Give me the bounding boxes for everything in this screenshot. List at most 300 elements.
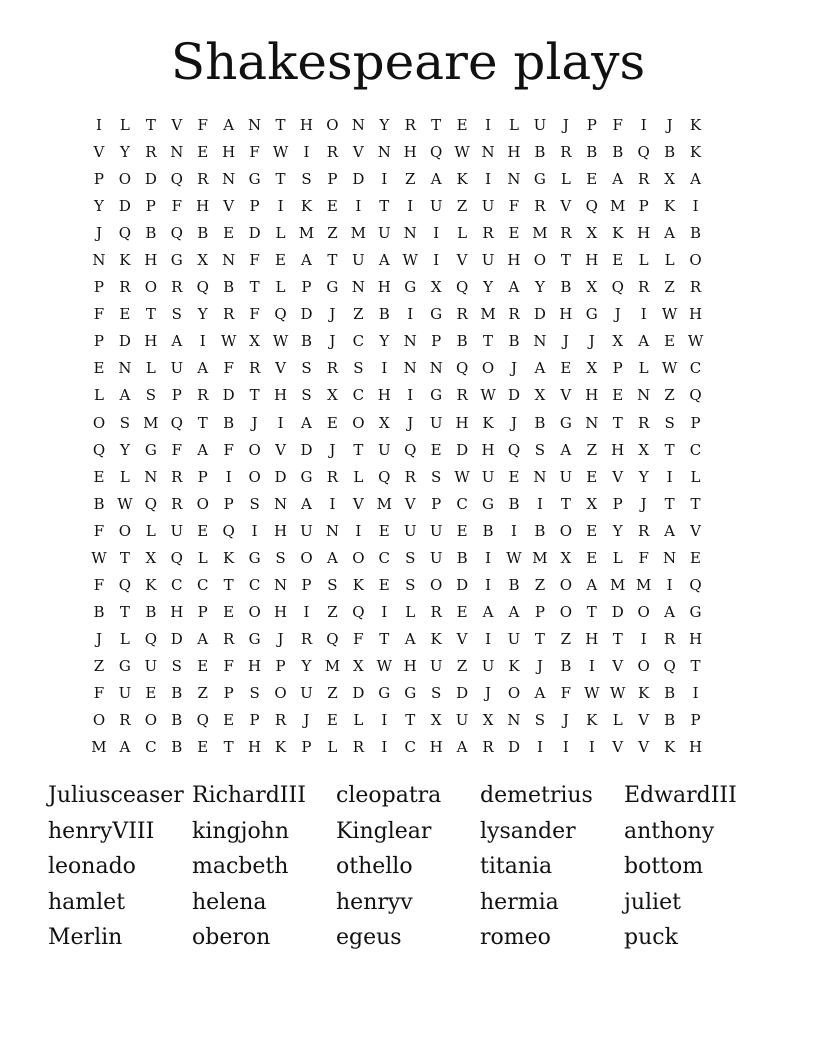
grid-letter: Y xyxy=(638,467,649,486)
grid-letter: U xyxy=(481,656,495,675)
grid-letter: I xyxy=(381,738,388,757)
grid-letter: G xyxy=(118,656,131,675)
grid-letter: F xyxy=(249,143,260,162)
grid-letter: M xyxy=(610,197,626,216)
grid-letter: R xyxy=(638,521,650,540)
grid-letter: Y xyxy=(301,656,312,675)
grid-letter: L xyxy=(197,548,208,567)
grid-letter: C xyxy=(689,440,702,459)
grid-letter: J xyxy=(510,413,517,432)
grid-letter: K xyxy=(586,711,598,730)
grid-letter: N xyxy=(533,332,547,351)
grid-letter: H xyxy=(585,386,599,405)
grid-letter: H xyxy=(507,143,521,162)
grid-letter: U xyxy=(403,521,417,540)
grid-letter: B xyxy=(560,278,572,297)
grid-letter: A xyxy=(638,332,650,351)
grid-row xyxy=(86,707,736,734)
grid-letter: S xyxy=(431,684,442,702)
grid-letter: G xyxy=(533,170,546,189)
grid-letter: S xyxy=(353,359,364,378)
grid-letter: X xyxy=(586,359,598,378)
grid-letter: A xyxy=(482,602,494,621)
grid-letter: S xyxy=(301,359,312,378)
grid-letter: H xyxy=(144,251,158,270)
grid-letter: T xyxy=(379,197,390,216)
grid-letter: T xyxy=(223,738,234,757)
word-list-item: cleopatra xyxy=(336,783,442,808)
grid-letter: Z xyxy=(456,656,468,675)
grid-letter: K xyxy=(456,170,468,189)
grid-letter: Z xyxy=(560,629,572,648)
grid-letter: J xyxy=(562,116,569,135)
word-list-item: demetrius xyxy=(480,783,593,808)
grid-letter: F xyxy=(197,116,208,135)
grid-letter: P xyxy=(534,602,545,621)
grid-letter: Q xyxy=(663,656,676,675)
grid-letter: J xyxy=(640,494,647,513)
grid-letter: I xyxy=(303,602,310,621)
grid-letter: R xyxy=(404,467,416,486)
grid-letter: X xyxy=(560,548,572,567)
grid-letter: X xyxy=(327,386,338,405)
grid-letter: H xyxy=(299,116,314,135)
grid-letter: A xyxy=(430,170,442,189)
grid-letter: S xyxy=(249,684,260,702)
grid-letter: R xyxy=(145,143,157,162)
grid-letter: P xyxy=(431,494,442,513)
grid-letter: Q xyxy=(144,494,157,513)
grid-letter: S xyxy=(534,440,546,459)
grid-letter: Q xyxy=(352,602,365,621)
grid-letter: C xyxy=(352,386,365,405)
grid-letter: B xyxy=(560,656,572,675)
grid-letter: K xyxy=(612,224,624,243)
grid-letter: O xyxy=(118,521,132,540)
word-list-item: Merlin xyxy=(48,925,123,950)
word-list-item: hamlet xyxy=(48,889,126,915)
grid-letter: I xyxy=(355,197,362,216)
grid-letter: A xyxy=(586,575,598,594)
grid-letter: F xyxy=(560,684,572,702)
grid-letter: I xyxy=(666,575,673,594)
grid-letter: W xyxy=(506,548,522,567)
grid-letter: R xyxy=(663,629,676,648)
grid-letter: L xyxy=(638,359,649,378)
grid-letter: B xyxy=(93,494,105,513)
grid-letter: B xyxy=(456,548,468,567)
grid-letter: I xyxy=(485,548,491,567)
grid-letter: F xyxy=(93,684,105,702)
grid-letter: C xyxy=(689,359,702,378)
grid-letter: H xyxy=(170,602,184,621)
grid-letter: Q xyxy=(170,413,183,432)
grid-letter: F xyxy=(223,440,234,459)
grid-letter: K xyxy=(689,116,702,135)
grid-letter: A xyxy=(119,386,131,405)
grid-letter: H xyxy=(273,602,288,621)
grid-letter: T xyxy=(249,278,260,297)
grid-letter: E xyxy=(197,521,209,540)
grid-letter: B xyxy=(664,143,676,162)
grid-letter: C xyxy=(196,575,209,594)
grid-row xyxy=(86,112,736,139)
grid-letter: M xyxy=(635,575,652,594)
grid-letter: Q xyxy=(222,521,235,540)
grid-letter: L xyxy=(119,116,130,135)
grid-letter: U xyxy=(429,413,443,432)
grid-letter: E xyxy=(378,521,390,540)
grid-letter: A xyxy=(560,440,572,459)
grid-letter: E xyxy=(326,413,338,432)
grid-letter: Z xyxy=(327,602,338,621)
word-list-item: RichardIII xyxy=(192,783,306,808)
grid-letter: I xyxy=(485,116,491,135)
grid-letter: E xyxy=(326,711,338,730)
grid-letter: S xyxy=(249,494,260,513)
grid-letter: R xyxy=(456,386,468,405)
grid-letter: U xyxy=(300,521,313,540)
grid-letter: L xyxy=(457,224,468,243)
grid-letter: V xyxy=(638,711,650,730)
grid-letter: B xyxy=(197,224,209,243)
grid-letter: E xyxy=(275,251,286,270)
grid-letter: P xyxy=(93,278,105,297)
grid-letter: A xyxy=(664,602,676,621)
grid-letter: I xyxy=(485,170,491,189)
grid-letter: N xyxy=(248,116,262,135)
grid-letter: E xyxy=(223,224,235,243)
grid-letter: R xyxy=(534,197,546,216)
grid-letter: O xyxy=(248,602,261,621)
grid-letter: N xyxy=(403,224,417,243)
grid-letter: O xyxy=(196,494,209,513)
word-list-item: bottom xyxy=(624,854,704,879)
grid-letter: U xyxy=(507,629,521,648)
grid-letter: H xyxy=(429,738,443,757)
grid-letter: M xyxy=(376,494,392,513)
grid-letter: Q xyxy=(170,548,183,567)
grid-letter: B xyxy=(171,738,183,757)
grid-letter: S xyxy=(301,170,312,189)
grid-letter: A xyxy=(508,602,520,621)
grid-letter: B xyxy=(508,575,520,594)
grid-letter: K xyxy=(119,251,131,270)
grid-letter: I xyxy=(225,467,232,486)
grid-letter: L xyxy=(405,602,416,621)
grid-letter: J xyxy=(588,332,595,351)
grid-letter: V xyxy=(93,143,105,162)
grid-letter: N xyxy=(273,575,288,594)
grid-letter: D xyxy=(300,440,313,459)
grid-letter: H xyxy=(688,305,703,324)
grid-letter: W xyxy=(376,656,392,675)
grid-letter: X xyxy=(664,170,675,189)
grid-letter: G xyxy=(300,467,313,486)
grid-letter: B xyxy=(534,521,546,540)
grid-letter: H xyxy=(611,440,625,459)
word-list-item: henryv xyxy=(336,889,413,915)
grid-letter: B xyxy=(482,521,494,540)
grid-letter: W xyxy=(454,143,470,162)
grid-letter: S xyxy=(119,413,131,432)
grid-letter: V xyxy=(690,521,701,540)
grid-letter: G xyxy=(248,629,261,648)
grid-letter: M xyxy=(91,738,107,757)
grid-letter: F xyxy=(353,629,364,648)
grid-letter: U xyxy=(429,521,443,540)
grid-letter: X xyxy=(534,386,546,405)
grid-letter: O xyxy=(300,548,313,567)
grid-letter: H xyxy=(585,629,599,648)
grid-letter: Z xyxy=(197,684,208,702)
grid-letter: O xyxy=(144,711,157,730)
grid-letter: E xyxy=(456,116,468,135)
grid-letter: E xyxy=(508,224,520,243)
grid-letter: S xyxy=(171,656,182,675)
grid-letter: B xyxy=(612,143,624,162)
grid-letter: K xyxy=(274,738,287,757)
grid-letter: V xyxy=(275,359,286,378)
grid-letter: S xyxy=(664,413,675,432)
grid-letter: R xyxy=(560,143,572,162)
grid-letter: M xyxy=(143,413,159,432)
grid-letter: E xyxy=(690,548,701,567)
grid-letter: T xyxy=(612,413,623,432)
grid-letter: F xyxy=(171,197,182,216)
grid-letter: L xyxy=(560,170,571,189)
grid-letter: K xyxy=(300,197,313,216)
grid-letter: A xyxy=(197,359,209,378)
grid-letter: I xyxy=(640,116,647,135)
grid-letter: H xyxy=(273,521,288,540)
grid-letter: Q xyxy=(404,440,417,459)
grid-letter: Q xyxy=(118,575,132,594)
grid-letter: U xyxy=(429,548,443,567)
grid-row xyxy=(86,220,736,247)
grid-letter: P xyxy=(249,197,260,216)
word-list-item: EdwardIII xyxy=(624,783,737,808)
grid-letter: I xyxy=(485,629,491,648)
grid-letter: R xyxy=(223,629,235,648)
grid-letter: G xyxy=(378,684,391,702)
grid-letter: B xyxy=(534,143,546,162)
grid-letter: J xyxy=(562,711,569,730)
grid-letter: Q xyxy=(144,629,157,648)
grid-letter: L xyxy=(145,359,156,378)
grid-letter: I xyxy=(562,738,569,757)
grid-letter: X xyxy=(145,548,157,567)
grid-letter: N xyxy=(637,386,651,405)
grid-letter: X xyxy=(353,656,364,675)
grid-letter: H xyxy=(222,143,236,162)
grid-letter: I xyxy=(536,494,543,513)
grid-row xyxy=(86,464,736,491)
grid-letter: J xyxy=(329,305,336,324)
grid-letter: J xyxy=(329,440,336,459)
grid-letter: H xyxy=(481,440,495,459)
grid-letter: R xyxy=(119,278,131,297)
grid-letter: Q xyxy=(274,305,287,324)
grid-letter: V xyxy=(560,197,572,216)
grid-letter: G xyxy=(248,170,261,189)
word-list-item: Kinglear xyxy=(336,818,432,844)
grid-letter: A xyxy=(326,548,338,567)
grid-letter: Q xyxy=(611,278,624,297)
grid-letter: U xyxy=(559,467,573,486)
grid-letter: R xyxy=(171,467,183,486)
grid-letter: U xyxy=(481,251,495,270)
grid-letter: Y xyxy=(197,305,208,324)
grid-letter: X xyxy=(249,332,260,351)
grid-letter: T xyxy=(483,332,494,351)
grid-letter: I xyxy=(355,521,362,540)
grid-letter: C xyxy=(171,575,183,594)
grid-letter: Z xyxy=(405,170,416,189)
grid-letter: G xyxy=(248,548,261,567)
grid-letter: P xyxy=(223,684,234,702)
grid-letter: F xyxy=(508,197,520,216)
grid-letter: T xyxy=(145,305,156,324)
grid-letter: G xyxy=(430,386,443,405)
grid-letter: O xyxy=(637,602,650,621)
grid-letter: O xyxy=(274,684,287,702)
grid-letter: H xyxy=(585,251,599,270)
grid-letter: R xyxy=(326,467,339,486)
grid-letter: N xyxy=(533,467,547,486)
grid-letter: J xyxy=(536,656,543,675)
grid-letter: E xyxy=(456,602,468,621)
grid-letter: W xyxy=(661,305,678,324)
grid-letter: T xyxy=(275,170,286,189)
grid-letter: N xyxy=(273,494,288,513)
grid-letter: I xyxy=(199,332,206,351)
grid-letter: F xyxy=(171,440,182,459)
grid-letter: M xyxy=(532,548,548,567)
grid-letter: O xyxy=(430,575,443,594)
grid-letter: D xyxy=(222,386,235,405)
grid-letter: P xyxy=(197,602,208,621)
grid-letter: Y xyxy=(534,278,545,297)
grid-letter: G xyxy=(326,278,339,297)
grid-letter: A xyxy=(301,494,312,513)
grid-letter: R xyxy=(689,278,702,297)
grid-letter: U xyxy=(352,251,365,270)
grid-letter: V xyxy=(560,386,572,405)
grid-letter: P xyxy=(275,656,286,675)
letter-grid xyxy=(86,112,736,761)
grid-letter: J xyxy=(666,116,673,135)
grid-letter: R xyxy=(223,305,235,324)
grid-letter: H xyxy=(248,738,262,757)
grid-letter: D xyxy=(352,170,365,189)
grid-letter: E xyxy=(586,548,598,567)
grid-letter: H xyxy=(273,386,288,405)
grid-letter: Q xyxy=(455,278,469,297)
grid-letter: N xyxy=(351,116,365,135)
grid-letter: T xyxy=(664,494,675,513)
grid-letter: J xyxy=(407,413,414,432)
word-list-item: othello xyxy=(336,854,413,879)
grid-letter: K xyxy=(482,413,494,432)
grid-letter: Z xyxy=(353,305,364,324)
grid-letter: K xyxy=(223,548,235,567)
grid-letter: O xyxy=(481,359,495,378)
grid-row xyxy=(86,572,736,599)
grid-letter: E xyxy=(508,467,520,486)
grid-letter: Y xyxy=(379,332,390,351)
grid-letter: E xyxy=(612,251,624,270)
grid-letter: A xyxy=(508,278,520,297)
grid-letter: P xyxy=(301,738,312,757)
grid-letter: E xyxy=(456,521,468,540)
grid-letter: A xyxy=(171,332,183,351)
grid-letter: A xyxy=(534,359,546,378)
grid-letter: B xyxy=(664,711,676,730)
grid-letter: W xyxy=(610,684,626,702)
grid-letter: P xyxy=(171,386,182,405)
grid-letter: E xyxy=(145,684,157,702)
grid-letter: L xyxy=(353,711,364,730)
grid-letter: M xyxy=(350,224,367,243)
grid-letter: P xyxy=(145,197,156,216)
grid-letter: V xyxy=(456,251,468,270)
grid-letter: E xyxy=(223,711,235,730)
grid-letter: R xyxy=(482,224,494,243)
grid-letter: N xyxy=(585,413,599,432)
grid-letter: O xyxy=(326,116,339,135)
grid-letter: Z xyxy=(664,386,675,405)
grid-letter: I xyxy=(692,684,699,702)
grid-row xyxy=(86,274,736,301)
grid-letter: I xyxy=(381,602,388,621)
grid-letter: H xyxy=(248,656,262,675)
grid-letter: A xyxy=(404,629,416,648)
grid-letter: U xyxy=(455,711,469,730)
grid-letter: Q xyxy=(455,359,469,378)
grid-letter: K xyxy=(663,197,676,216)
grid-letter: H xyxy=(688,629,703,648)
grid-letter: U xyxy=(429,656,443,675)
grid-letter: I xyxy=(485,575,491,594)
grid-letter: Y xyxy=(483,278,493,297)
grid-letter: S xyxy=(431,467,442,486)
grid-letter: B xyxy=(664,684,676,702)
grid-letter: N xyxy=(351,278,365,297)
grid-letter: I xyxy=(433,251,440,270)
grid-letter: S xyxy=(534,711,546,730)
grid-letter: P xyxy=(586,116,597,135)
grid-letter: N xyxy=(222,251,236,270)
grid-letter: L xyxy=(93,386,104,405)
grid-letter: E xyxy=(197,738,209,757)
grid-letter: O xyxy=(144,278,157,297)
grid-letter: F xyxy=(93,521,105,540)
grid-letter: P xyxy=(690,413,701,432)
grid-letter: D xyxy=(144,170,157,189)
grid-letter: D xyxy=(456,440,469,459)
grid-letter: R xyxy=(248,359,261,378)
grid-letter: O xyxy=(352,548,365,567)
grid-letter: E xyxy=(664,332,676,351)
grid-letter: B xyxy=(508,332,520,351)
grid-letter: T xyxy=(405,711,416,730)
grid-letter: C xyxy=(352,332,365,351)
grid-letter: B xyxy=(534,413,546,432)
grid-letter: E xyxy=(119,305,131,324)
grid-letter: D xyxy=(118,197,131,216)
grid-letter: R xyxy=(171,278,183,297)
